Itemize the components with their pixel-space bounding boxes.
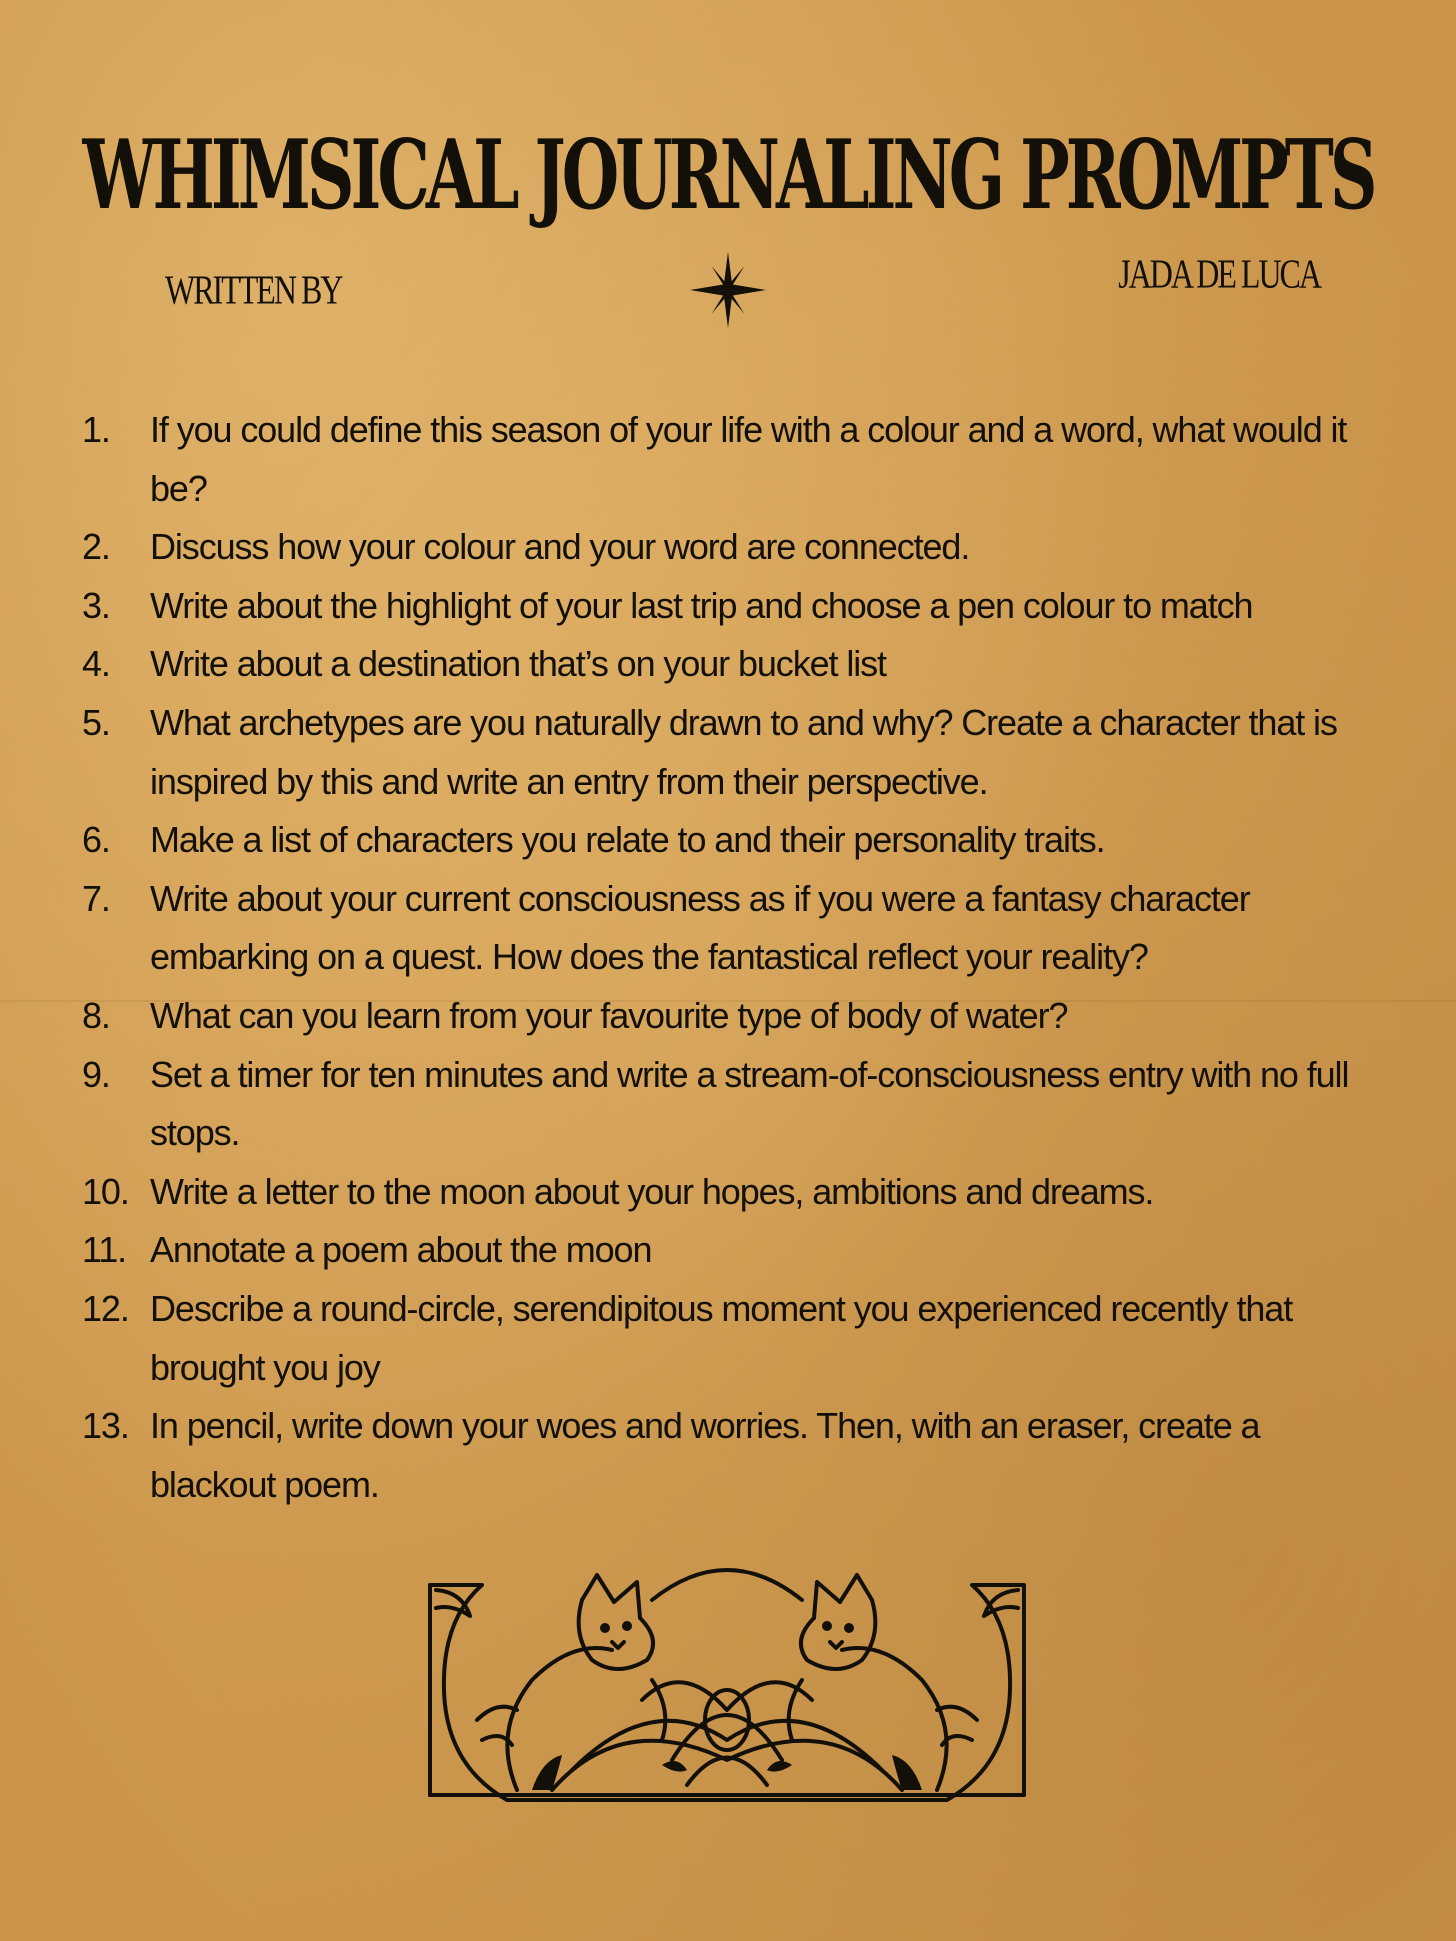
- list-item: [82, 401, 1382, 518]
- list-item: [82, 1280, 1382, 1397]
- prompt-text: Write about a destination that’s on your bucket list: [150, 643, 886, 685]
- prompt-list: [82, 401, 1382, 1514]
- two-cats-celtic-knot-illustration: [422, 1560, 1032, 1820]
- prompt-number: 13.: [82, 1405, 129, 1447]
- prompt-number: 2.: [82, 526, 110, 568]
- prompt-number: 4.: [82, 643, 110, 685]
- prompt-text: Annotate a poem about the moon: [150, 1229, 652, 1271]
- prompt-number: 3.: [82, 584, 110, 626]
- list-item: [82, 987, 1382, 1046]
- list-item: [82, 1221, 1382, 1280]
- list-item: [82, 1046, 1382, 1163]
- list-item: [82, 1163, 1382, 1222]
- prompt-text: In pencil, write down your woes and worries. Then, with an eraser, create a blackout poem.: [150, 1405, 1260, 1505]
- list-item: [82, 518, 1382, 577]
- prompt-text: If you could define this season of your life with a colour and a word, what would it be?: [150, 409, 1347, 509]
- prompt-number: 1.: [82, 409, 110, 450]
- prompt-number: 6.: [82, 819, 110, 861]
- prompt-text: Describe a round-circle, serendipitous moment you experienced recently that brought you joy: [150, 1287, 1293, 1388]
- list-item: [82, 635, 1382, 694]
- list-item: [82, 577, 1382, 636]
- prompt-text: What archetypes are you naturally drawn to and why? Create a character that is inspired by this and write an entry from their perspective.: [150, 701, 1337, 802]
- eight-point-star-icon: [688, 250, 768, 330]
- prompt-text: Write a letter to the moon about your hopes, ambitions and dreams.: [150, 1170, 1154, 1212]
- prompt-text: Write about your current consciousness as if you were a fantasy character embarking on a quest. How does the fantastical reflect your reality?: [150, 877, 1250, 978]
- prompt-number: 9.: [82, 1053, 110, 1095]
- prompt-number: 7.: [82, 877, 110, 919]
- list-item: [82, 870, 1382, 987]
- prompt-text: Discuss how your colour and your word are connected.: [150, 526, 970, 568]
- list-item: [82, 811, 1382, 870]
- prompt-text: Set a timer for ten minutes and write a stream-of-consciousness entry with no full stops.: [150, 1053, 1349, 1154]
- written-by-label: WRITTEN BY: [165, 266, 342, 313]
- prompt-number: 8.: [82, 994, 110, 1036]
- prompt-number: 11.: [82, 1229, 127, 1271]
- prompt-number: 10.: [82, 1170, 129, 1212]
- list-item: [82, 1397, 1382, 1514]
- prompt-text: What can you learn from your favourite type of body of water?: [150, 994, 1068, 1036]
- prompt-text: Make a list of characters you relate to and their personality traits.: [150, 819, 1105, 861]
- prompt-text: Write about the highlight of your last trip and choose a pen colour to match: [150, 584, 1253, 626]
- list-item: [82, 694, 1382, 811]
- prompt-number: 5.: [82, 701, 110, 743]
- author-name: JADA DE LUCA: [1118, 250, 1320, 297]
- page-title: WHIMSICAL JOURNALING PROMPTS: [82, 118, 1374, 232]
- prompt-number: 12.: [82, 1287, 129, 1329]
